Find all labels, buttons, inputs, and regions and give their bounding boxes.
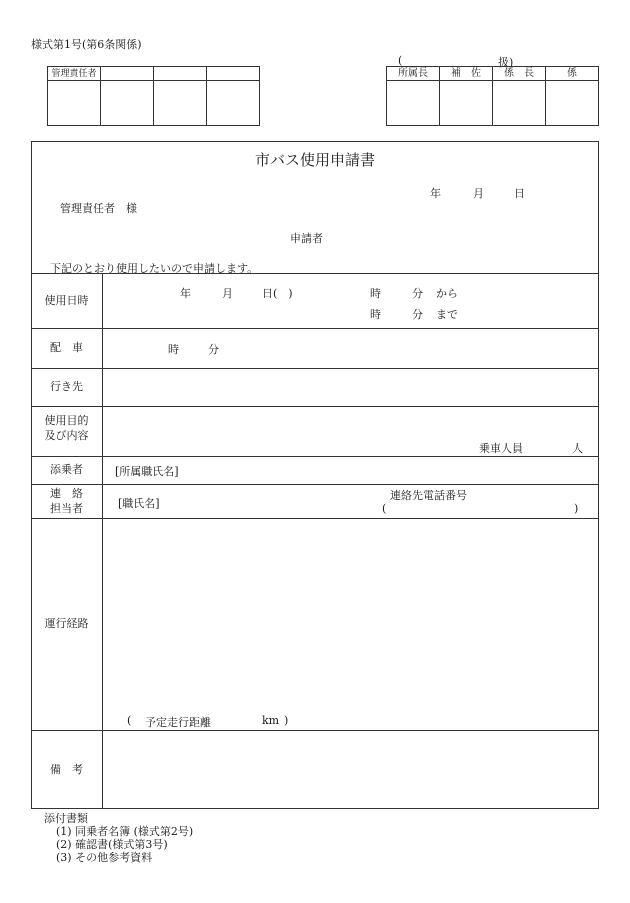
addressee: 管理責任者 様 bbox=[60, 202, 137, 215]
date-year: 年 bbox=[430, 187, 441, 200]
use-until: まで bbox=[436, 308, 458, 321]
form-number: 様式第1号(第6条関係) bbox=[31, 38, 142, 51]
label-escort: 添乗者 bbox=[50, 463, 83, 476]
escort-placeholder: [所属職氏名] bbox=[115, 465, 179, 478]
stamp-header-assistant: 補 佐 bbox=[451, 68, 481, 79]
dispatch-hour: 時 bbox=[168, 343, 179, 356]
label-dispatch: 配 車 bbox=[50, 341, 83, 354]
approval-stamp-box bbox=[386, 66, 599, 126]
stamp-header-manager: 管理責任者 bbox=[51, 69, 97, 79]
contact-phone-open: ( bbox=[382, 502, 387, 515]
passenger-count-label: 乗車人員 bbox=[479, 442, 523, 455]
attachment-item: (2) 確認書(様式第3号) bbox=[56, 838, 168, 851]
date-month: 月 bbox=[473, 187, 484, 200]
attachment-item: (3) その他参考資料 bbox=[56, 851, 153, 864]
use-day: 日( ) bbox=[262, 287, 293, 300]
applicant-label: 申請者 bbox=[290, 232, 323, 245]
contact-phone-label: 連絡先電話番号 bbox=[390, 489, 467, 502]
label-purpose-1: 使用目的 bbox=[44, 414, 89, 427]
label-use-datetime: 使用日時 bbox=[44, 294, 89, 307]
use-hour-start: 時 bbox=[370, 287, 381, 300]
label-destination: 行き先 bbox=[50, 380, 83, 393]
intro-text: 下記のとおり使用したいので申請します。 bbox=[50, 262, 259, 275]
use-minute-start: 分 bbox=[412, 287, 423, 300]
distance-label: 予定走行距離 bbox=[145, 716, 211, 729]
use-minute-end: 分 bbox=[412, 308, 423, 321]
attachments-title: 添付書類 bbox=[44, 812, 88, 825]
use-year: 年 bbox=[180, 287, 191, 300]
label-purpose-2: 及び内容 bbox=[44, 429, 89, 442]
stamp-header-director: 所属長 bbox=[398, 68, 428, 79]
handling-bracket-close: 扱) bbox=[498, 56, 514, 69]
use-month: 月 bbox=[222, 287, 233, 300]
handling-bracket-open: ( bbox=[398, 54, 403, 67]
contact-name-placeholder: [職氏名] bbox=[118, 497, 160, 510]
label-contact-2: 担当者 bbox=[50, 502, 83, 515]
label-contact-1: 連 絡 bbox=[50, 487, 83, 500]
use-hour-end: 時 bbox=[370, 308, 381, 321]
distance-close: ) bbox=[284, 714, 289, 727]
stamp-header-chief: 係 長 bbox=[504, 68, 534, 79]
contact-phone-close: ) bbox=[574, 502, 579, 515]
distance-unit: km bbox=[262, 714, 280, 727]
passenger-unit: 人 bbox=[572, 442, 583, 455]
attachment-item: (1) 同乗者名簿 (様式第2号) bbox=[56, 825, 194, 838]
form-title: 市バス使用申請書 bbox=[254, 151, 375, 169]
dispatch-minute: 分 bbox=[208, 343, 219, 356]
label-route: 運行経路 bbox=[44, 617, 89, 630]
date-day: 日 bbox=[514, 187, 525, 200]
distance-open: ( bbox=[127, 714, 132, 727]
manager-stamp-box bbox=[47, 66, 260, 126]
label-remarks: 備 考 bbox=[50, 763, 83, 776]
stamp-header-staff: 係 bbox=[567, 68, 577, 79]
use-from: から bbox=[436, 287, 458, 300]
